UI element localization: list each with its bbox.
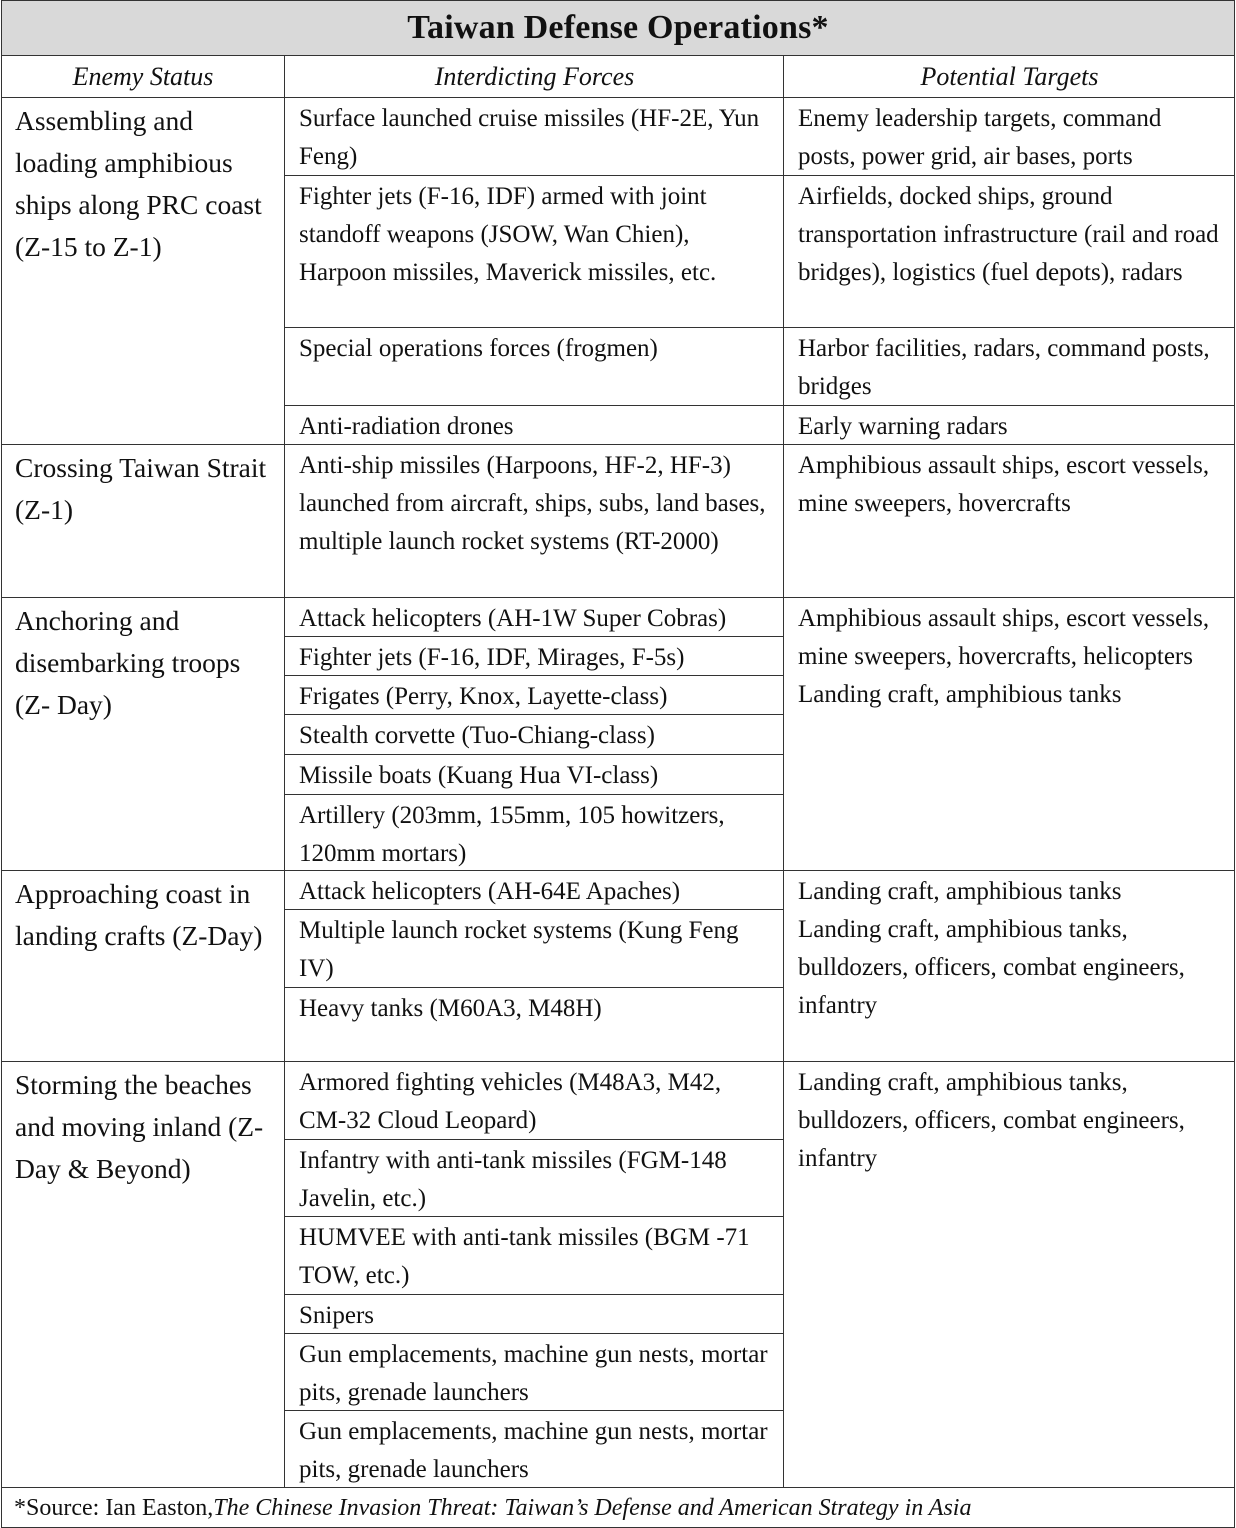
force-cell: Special operations forces (frogmen) — [299, 335, 658, 362]
target-cell: Airfields, docked ships, ground transportation infrastructure (rail and road bridges), logistics (fuel depots), radars — [798, 183, 1219, 286]
force-cell: Attack helicopters (AH-64E Apaches) — [299, 878, 681, 905]
column-divider — [783, 56, 784, 1488]
source-prefix: *Source: Ian Easton, — [14, 1494, 214, 1521]
column-divider — [284, 56, 285, 1488]
header-potential-targets: Potential Targets — [920, 62, 1099, 91]
table-title: Taiwan Defense Operations* — [1, 0, 1235, 56]
row-divider — [1, 97, 1235, 98]
force-cell: Heavy tanks (M60A3, M48H) — [299, 995, 602, 1022]
header-enemy-status: Enemy Status — [72, 62, 214, 91]
row-divider — [284, 675, 784, 676]
force-cell: Multiple launch rocket systems (Kung Feng IV) — [299, 917, 739, 982]
row-divider — [284, 327, 1235, 328]
target-cell: Amphibious assault ships, escort vessels, mine sweepers, hovercrafts — [798, 452, 1210, 517]
target-cell: Early warning radars — [798, 413, 1008, 440]
target-cell: Landing craft, amphibious tanks, bulldozers, officers, combat engineers, infantry — [798, 1069, 1185, 1172]
row-divider — [284, 1294, 784, 1295]
border-line — [1, 56, 2, 1528]
force-cell: Gun emplacements, machine gun nests, mortar pits, grenade launchers — [299, 1341, 768, 1406]
target-cell — [784, 871, 1235, 1062]
enemy-status-cell: Storming the beaches and moving inland (Z-Day & Beyond) — [15, 1069, 264, 1184]
row-divider — [1, 870, 1235, 871]
enemy-status-cell: Approaching coast in landing crafts (Z-Day) — [15, 878, 263, 951]
force-cell: Fighter jets (F-16, IDF) armed with joint standoff weapons (JSOW, Wan Chien), Harpoon missiles, Maverick missiles, etc. — [299, 183, 717, 286]
source-title: The Chinese Invasion Threat: Taiwan’s Defense and American Strategy in Asia — [213, 1494, 972, 1521]
force-cell: Missile boats (Kuang Hua VI-class) — [299, 762, 659, 789]
target-text: Landing craft, amphibious tanks — [798, 878, 1122, 905]
force-cell: Anti-radiation drones — [299, 413, 514, 440]
target-cell — [784, 598, 1235, 871]
row-divider — [284, 405, 1235, 406]
force-cell: Attack helicopters (AH-1W Super Cobras) — [299, 605, 727, 632]
source-footnote — [0, 1488, 1236, 1528]
force-cell: Stealth corvette (Tuo-Chiang-class) — [299, 722, 655, 749]
row-divider — [284, 794, 784, 795]
row-divider — [1, 597, 1235, 598]
target-text: Landing craft, amphibious tanks — [798, 681, 1122, 708]
row-divider — [284, 1410, 784, 1411]
force-cell: Anti-ship missiles (Harpoons, HF-2, HF-3) launched from aircraft, ships, subs, land bases, multiple launch rocket systems (RT-2000) — [299, 452, 766, 555]
row-divider — [284, 636, 784, 637]
force-cell: Gun emplacements, machine gun nests, mortar pits, grenade launchers — [299, 1418, 768, 1483]
row-divider — [284, 1216, 784, 1217]
row-divider — [284, 1333, 784, 1334]
row-divider — [284, 909, 784, 910]
target-text: Landing craft, amphibious tanks, bulldozers, officers, combat engineers, infantry — [798, 916, 1185, 1019]
header-interdicting-forces: Interdicting Forces — [434, 62, 635, 91]
force-cell: Fighter jets (F-16, IDF, Mirages, F-5s) — [299, 644, 685, 671]
row-divider — [1, 1487, 1235, 1488]
target-cell: Harbor facilities, radars, command posts, bridges — [798, 335, 1210, 400]
target-cell: Enemy leadership targets, command posts, power grid, air bases, ports — [798, 105, 1162, 170]
force-cell: Infantry with anti-tank missiles (FGM-148 Javelin, etc.) — [299, 1147, 727, 1212]
row-divider — [284, 987, 784, 988]
row-divider — [284, 175, 1235, 176]
force-cell: Frigates (Perry, Knox, Layette-class) — [299, 683, 668, 710]
enemy-status-cell: Anchoring and disembarking troops (Z- Day) — [15, 605, 241, 720]
row-divider — [1, 1061, 1235, 1062]
enemy-status-cell: Assembling and loading amphibious ships along PRC coast (Z-15 to Z-1) — [15, 105, 262, 262]
enemy-status-cell: Crossing Taiwan Strait (Z-1) — [15, 452, 267, 525]
row-divider — [1, 444, 1235, 445]
force-cell: Snipers — [299, 1302, 374, 1329]
force-cell: Artillery (203mm, 155mm, 105 howitzers, 120mm mortars) — [299, 802, 725, 867]
row-divider — [284, 754, 784, 755]
force-cell: HUMVEE with anti-tank missiles (BGM -71 TOW, etc.) — [299, 1224, 750, 1289]
force-cell: Surface launched cruise missiles (HF-2E, Yun Feng) — [299, 105, 760, 170]
row-divider — [284, 714, 784, 715]
border-line — [1234, 56, 1235, 1528]
force-cell: Armored fighting vehicles (M48A3, M42, CM-32 Cloud Leopard) — [299, 1069, 722, 1134]
row-divider — [284, 1139, 784, 1140]
target-text: Amphibious assault ships, escort vessels, mine sweepers, hovercrafts, helicopters — [798, 605, 1210, 670]
